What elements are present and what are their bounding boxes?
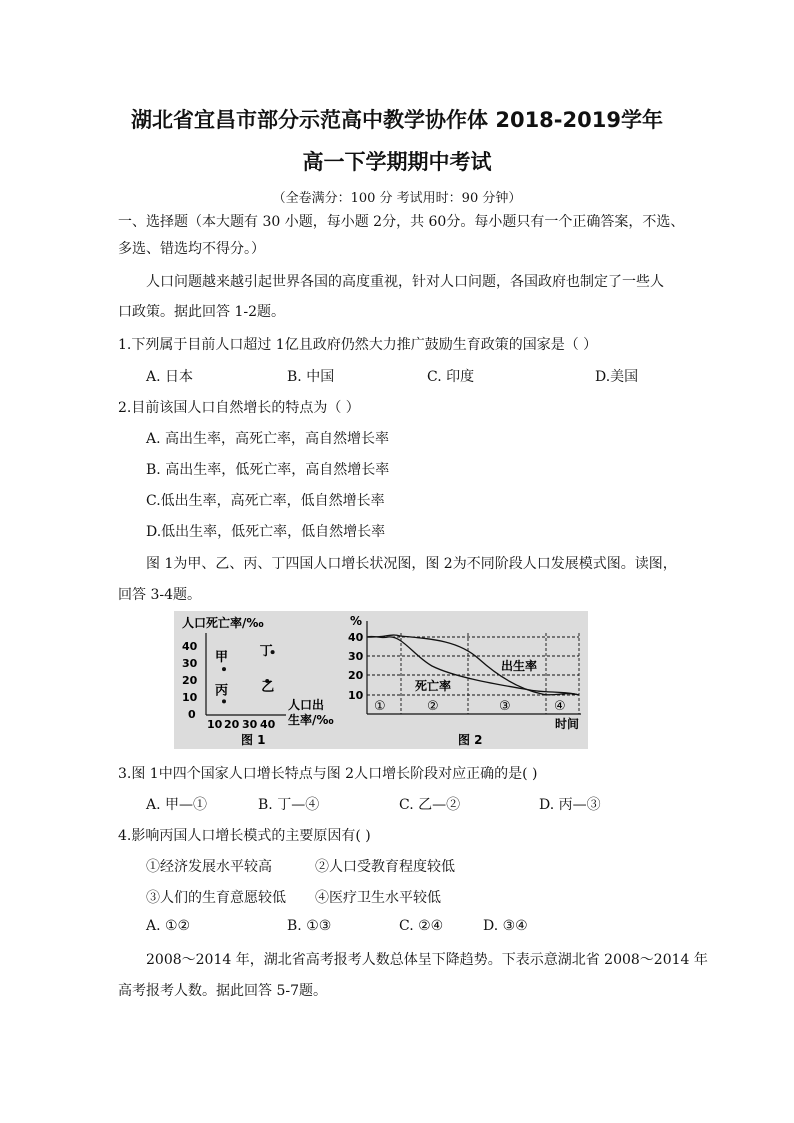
fig2-stage-4: ④	[554, 699, 566, 714]
section-heading-line2: 多选、错选均不得分。）	[118, 241, 265, 257]
q1-option-c: C. 印度	[427, 369, 475, 385]
fig2-ytick-20: 20	[348, 669, 364, 682]
figures-panel	[174, 611, 588, 749]
fig1-ylabel: 人口死亡率/‰	[182, 616, 264, 630]
fig1-xlabel-line2: 生率/‰	[288, 713, 334, 727]
score-info: （全卷满分：100 分 考试用时：90 分钟）	[272, 191, 522, 206]
q3-option-a: A. 甲—①	[146, 797, 208, 813]
figures-svg	[174, 611, 588, 749]
intro2-line2: 回答 3-4题。	[118, 587, 201, 603]
intro1-line1: 人口问题越来越引起世界各国的高度重视，针对人口问题，各国政府也制定了一些人	[146, 274, 664, 290]
fig2-gridlines	[367, 633, 579, 714]
fig2-stage-2: ②	[427, 699, 439, 714]
fig1-point-label-0: 甲	[215, 650, 229, 666]
fig2-stage-1: ①	[374, 699, 386, 714]
fig2-ytick-10: 10	[348, 689, 364, 702]
figure1	[182, 615, 334, 747]
fig1-xtick-40: 40	[260, 718, 276, 731]
q1-stem: 1.下列属于目前人口超过 1亿且政府仍然大力推广鼓励生育政策的国家是（ ）	[118, 337, 598, 353]
q4-factor-3: ③人们的生育意愿较低	[146, 890, 286, 906]
q4-option-c: C. ②④	[399, 918, 444, 934]
fig2-ytick-40: 40	[348, 631, 364, 644]
fig1-ytick-40: 40	[182, 640, 198, 653]
q3-stem: 3.图 1中四个国家人口增长特点与图 2人口增长阶段对应正确的是( )	[118, 766, 538, 782]
fig2-xlabel: 时间	[555, 717, 580, 731]
fig2-ytick-30: 30	[348, 650, 364, 663]
intro3-line2: 高考报考人数。据此回答 5-7题。	[118, 983, 327, 999]
fig1-point-label-1: 乙	[261, 680, 275, 695]
q1-option-d: D.美国	[595, 369, 639, 385]
fig2-yunit: %	[350, 614, 363, 628]
intro2-line1: 图 1为甲、乙、丙、丁四国人口增长状况图，图 2为不同阶段人口发展模式图。读图，	[146, 556, 677, 572]
q4-factor-1: ①经济发展水平较高	[146, 859, 272, 875]
q2-option-a: A. 高出生率，高死亡率，高自然增长率	[146, 431, 390, 447]
q4-stem: 4.影响丙国人口增长模式的主要原因有( )	[118, 828, 371, 844]
fig2-birth-curve	[367, 635, 579, 695]
fig1-xlabel-line1: 人口出	[288, 698, 325, 712]
q4-option-d: D. ③④	[483, 918, 528, 934]
fig2-death-label: 死亡率	[415, 679, 452, 693]
section-heading-line1: 一、选择题（本大题有 30 小题，每小题 2分，共 60分。每小题只有一个正确答案，不选、	[118, 214, 685, 230]
fig1-xtick-30: 30	[242, 718, 258, 731]
q3-option-d: D. 丙—③	[539, 797, 601, 813]
q4-factor-2: ②人口受教育程度较低	[315, 859, 455, 875]
fig2-stage-3: ③	[499, 699, 511, 714]
q1-option-a: A. 日本	[146, 369, 194, 385]
intro1-line2: 口政策。据此回答 1-2题。	[118, 304, 285, 320]
fig1-ytick-10: 10	[182, 691, 198, 704]
fig1-ytick-0: 0	[188, 708, 196, 721]
q1-option-b: B. 中国	[287, 369, 335, 385]
intro3-line1: 2008～2014 年，湖北省高考报考人数总体呈下降趋势。下表示意湖北省 2008～2014 年	[146, 952, 708, 968]
q2-option-b: B. 高出生率，低死亡率，高自然增长率	[146, 462, 390, 478]
fig1-ytick-30: 30	[182, 657, 198, 670]
fig1-point-label-3: 丁	[259, 644, 273, 660]
fig1-caption: 图 1	[241, 733, 266, 747]
q3-option-c: C. 乙—②	[399, 797, 461, 813]
fig1-point-0	[222, 667, 226, 671]
q2-stem: 2.目前该国人口自然增长的特点为（ ）	[118, 400, 360, 416]
fig2-birth-label: 出生率	[501, 659, 538, 673]
figure2	[348, 614, 581, 747]
fig1-points	[215, 644, 275, 703]
q2-option-c: C.低出生率，高死亡率，低自然增长率	[146, 493, 385, 509]
fig1-point-label-2: 丙	[215, 683, 229, 699]
q2-option-d: D.低出生率，低死亡率，低自然增长率	[146, 524, 386, 540]
q3-option-b: B. 丁—④	[258, 797, 320, 813]
fig2-caption: 图 2	[458, 733, 483, 747]
q4-option-b: B. ①③	[287, 918, 332, 934]
page-title: 湖北省宜昌市部分示范高中教学协作体 2018-2019学年	[131, 108, 663, 132]
q4-factor-4: ④医疗卫生水平较低	[315, 890, 441, 906]
fig1-xtick-20: 20	[224, 718, 240, 731]
fig1-xtick-10: 10	[207, 718, 223, 731]
fig1-ytick-20: 20	[182, 674, 198, 687]
fig2-death-curve	[367, 636, 579, 695]
page-subtitle: 高一下学期期中考试	[302, 150, 492, 174]
q4-option-a: A. ①②	[146, 918, 191, 934]
fig1-point-2	[222, 699, 226, 703]
